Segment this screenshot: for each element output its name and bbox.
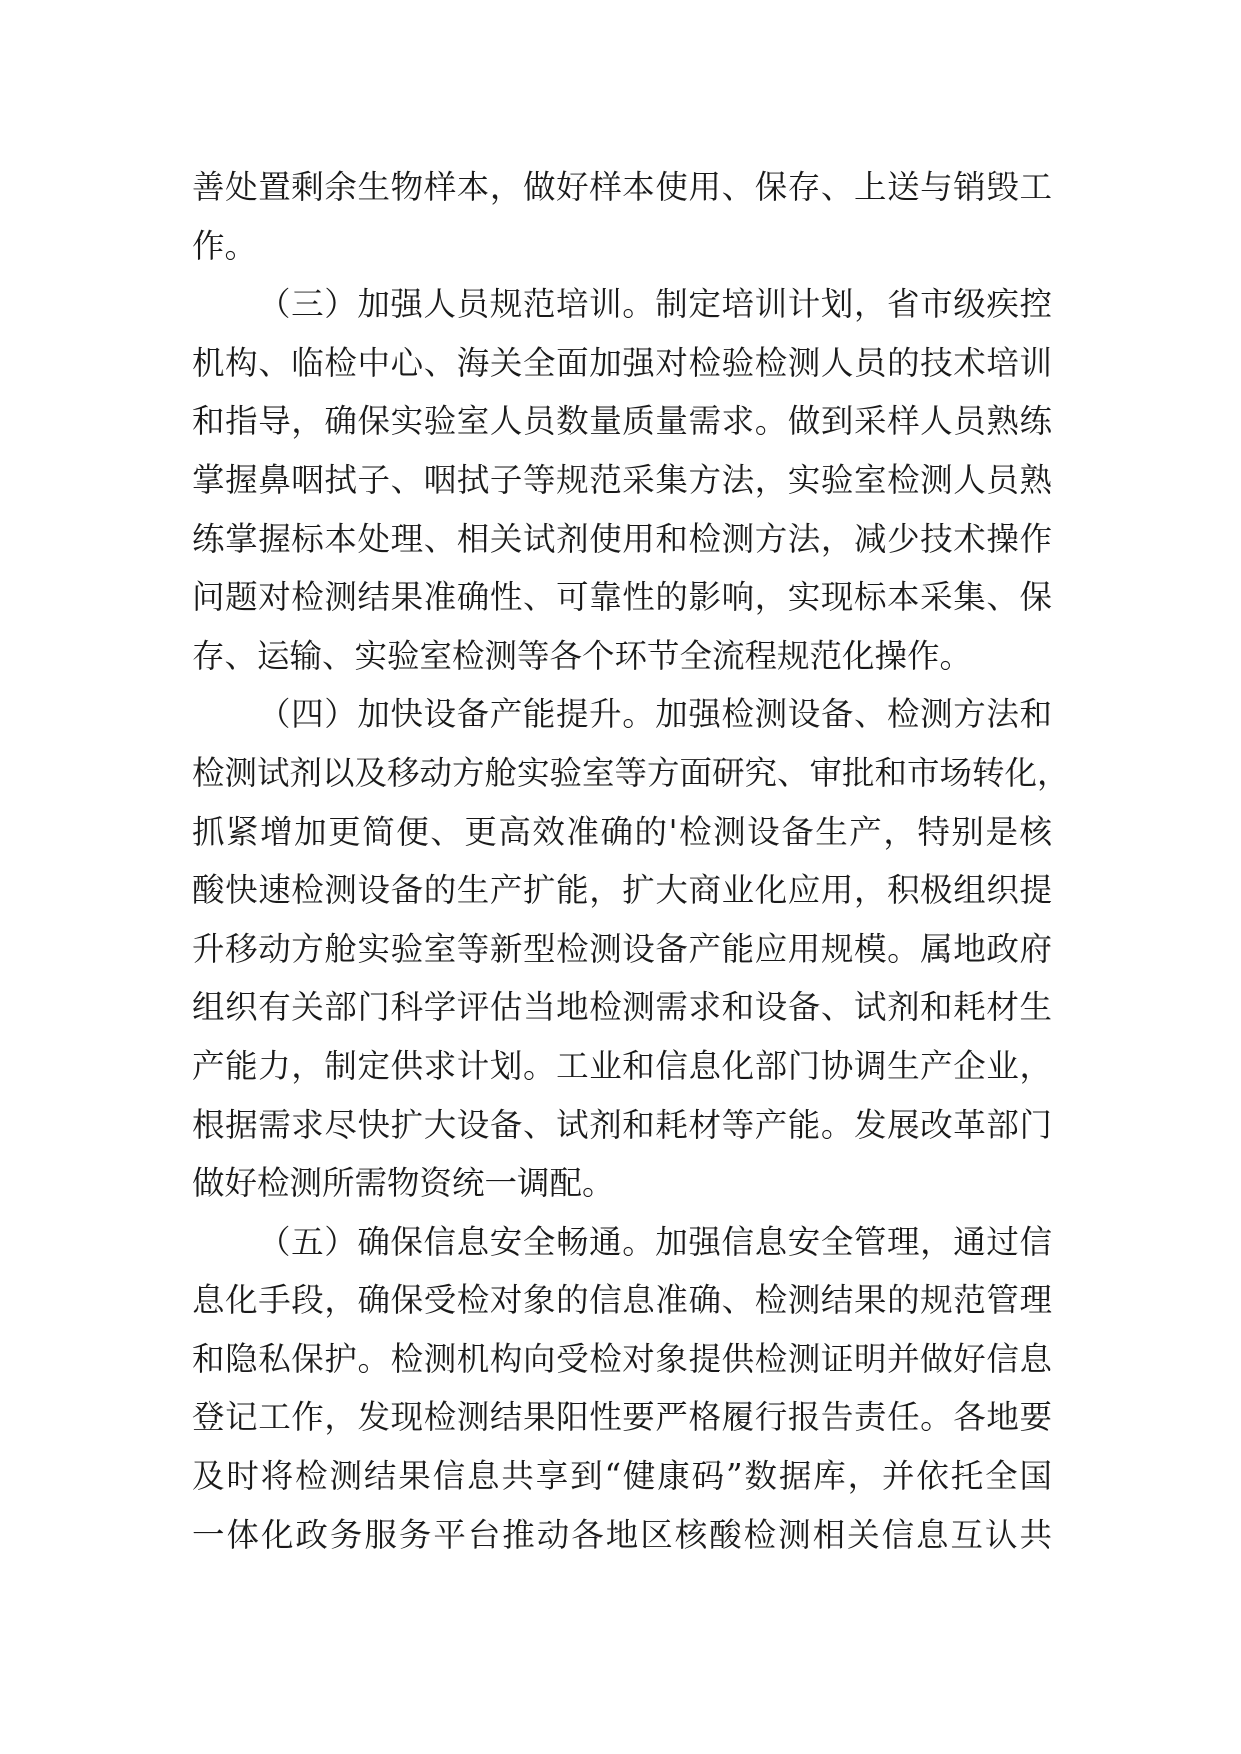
text-line: 做好检测所需物资统一调配。 bbox=[192, 1164, 615, 1203]
text-line: 和指导，确保实验室人员数量质量需求。做到采样人员熟练 bbox=[192, 402, 1052, 441]
text-line: 存、运输、实验室检测等各个环节全流程规范化操作。 bbox=[192, 636, 973, 675]
body-text bbox=[192, 158, 1070, 1564]
text-line: 检测试剂以及移动方舱实验室等方面研究、审批和市场转化， bbox=[192, 753, 1070, 792]
text-line: 抓紧增加更简便、更高效准确的'检测设备生产，特别是核 bbox=[192, 812, 1052, 851]
text-line: 一体化政务服务平台推动各地区核酸检测相关信息互认共 bbox=[192, 1515, 1052, 1554]
text-line: 及时将检测结果信息共享到“健康码”数据库，并依托全国 bbox=[192, 1457, 1052, 1496]
text-line: 组织有关部门科学评估当地检测需求和设备、试剂和耗材生 bbox=[192, 988, 1052, 1027]
text-line: 升移动方舱实验室等新型检测设备产能应用规模。属地政府 bbox=[192, 929, 1052, 968]
text-line: 掌握鼻咽拭子、咽拭子等规范采集方法，实验室检测人员熟 bbox=[192, 460, 1052, 499]
text-line: 登记工作，发现检测结果阳性要严格履行报告责任。各地要 bbox=[192, 1398, 1052, 1437]
text-line: 练掌握标本处理、相关试剂使用和检测方法，减少技术操作 bbox=[192, 519, 1052, 558]
text-line: （三）加强人员规范培训。制定培训计划，省市级疾控 bbox=[258, 285, 1052, 324]
text-line: 根据需求尽快扩大设备、试剂和耗材等产能。发展改革部门 bbox=[192, 1105, 1052, 1144]
text-line: （四）加快设备产能提升。加强检测设备、检测方法和 bbox=[258, 695, 1052, 734]
text-line: 作。 bbox=[192, 226, 258, 265]
text-line: 息化手段，确保受检对象的信息准确、检测结果的规范管理 bbox=[192, 1281, 1052, 1320]
text-line: 问题对检测结果准确性、可靠性的影响，实现标本采集、保 bbox=[192, 578, 1052, 617]
text-line: 和隐私保护。检测机构向受检对象提供检测证明并做好信息 bbox=[192, 1339, 1052, 1378]
text-line: 善处置剩余生物样本，做好样本使用、保存、上送与销毁工 bbox=[192, 168, 1052, 206]
text-line: 机构、临检中心、海关全面加强对检验检测人员的技术培训 bbox=[192, 343, 1052, 382]
text-line: 产能力，制定供求计划。工业和信息化部门协调生产企业， bbox=[192, 1046, 1052, 1085]
text-line: （五）确保信息安全畅通。加强信息安全管理，通过信 bbox=[258, 1222, 1052, 1261]
text-line: 酸快速检测设备的生产扩能，扩大商业化应用，积极组织提 bbox=[192, 871, 1052, 910]
